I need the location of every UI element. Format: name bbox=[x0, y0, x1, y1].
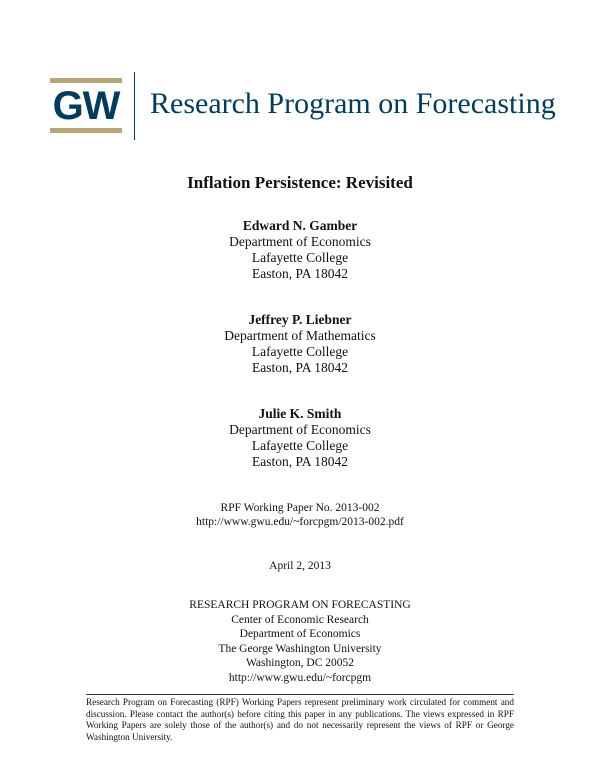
rpf-url: http://www.gwu.edu/~forcpgm bbox=[228, 671, 372, 684]
author-institution: Lafayette College bbox=[251, 250, 349, 265]
author-name: Julie K. Smith bbox=[258, 406, 342, 421]
rpf-department: Department of Economics bbox=[239, 628, 361, 640]
footer-note: Research Program on Forecasting (RPF) Working Papers represent preliminary work circulated for comment and discussion. Please contact the author(s) before citing this paper in any publications. The views expressed in RPF Working Papers are solely those of the author(s) and do not necessarily represent the views of RPF or George Washington University. bbox=[86, 697, 514, 742]
author-department: Department of Economics bbox=[229, 422, 371, 437]
author-location: Easton, PA 18042 bbox=[252, 360, 348, 375]
author-block bbox=[0, 218, 600, 282]
gw-logo bbox=[50, 78, 122, 132]
author-name: Edward N. Gamber bbox=[242, 218, 358, 233]
footer-rule bbox=[86, 694, 514, 695]
working-paper-number: RPF Working Paper No. 2013-002 bbox=[220, 502, 380, 514]
program-name: Research Program on Forecasting bbox=[150, 87, 556, 120]
rpf-center: Center of Economic Research bbox=[231, 613, 369, 626]
author-institution: Lafayette College bbox=[251, 438, 349, 453]
author-department: Department of Mathematics bbox=[224, 328, 376, 343]
header-divider bbox=[134, 72, 135, 140]
rpf-university: The George Washington University bbox=[218, 642, 382, 655]
author-location: Easton, PA 18042 bbox=[252, 266, 348, 281]
logo-letters: GW bbox=[52, 84, 120, 128]
paper-date: April 2, 2013 bbox=[269, 560, 331, 572]
author-block bbox=[0, 406, 600, 470]
rpf-city: Washington, DC 20052 bbox=[245, 657, 354, 669]
logo-bottom-bar bbox=[50, 128, 122, 133]
working-paper-info bbox=[0, 501, 600, 529]
working-paper-url: http://www.gwu.edu/~forcpgm/2013-002.pdf bbox=[196, 516, 404, 528]
rpf-address bbox=[0, 598, 600, 685]
author-block bbox=[0, 312, 600, 376]
author-name: Jeffrey P. Liebner bbox=[248, 312, 352, 327]
logo-top-bar bbox=[50, 78, 122, 83]
author-location: Easton, PA 18042 bbox=[252, 454, 348, 469]
paper-title: Inflation Persistence: Revisited bbox=[187, 173, 413, 192]
author-department: Department of Economics bbox=[229, 234, 371, 249]
rpf-name: RESEARCH PROGRAM ON FORECASTING bbox=[189, 599, 411, 611]
author-institution: Lafayette College bbox=[251, 344, 349, 359]
